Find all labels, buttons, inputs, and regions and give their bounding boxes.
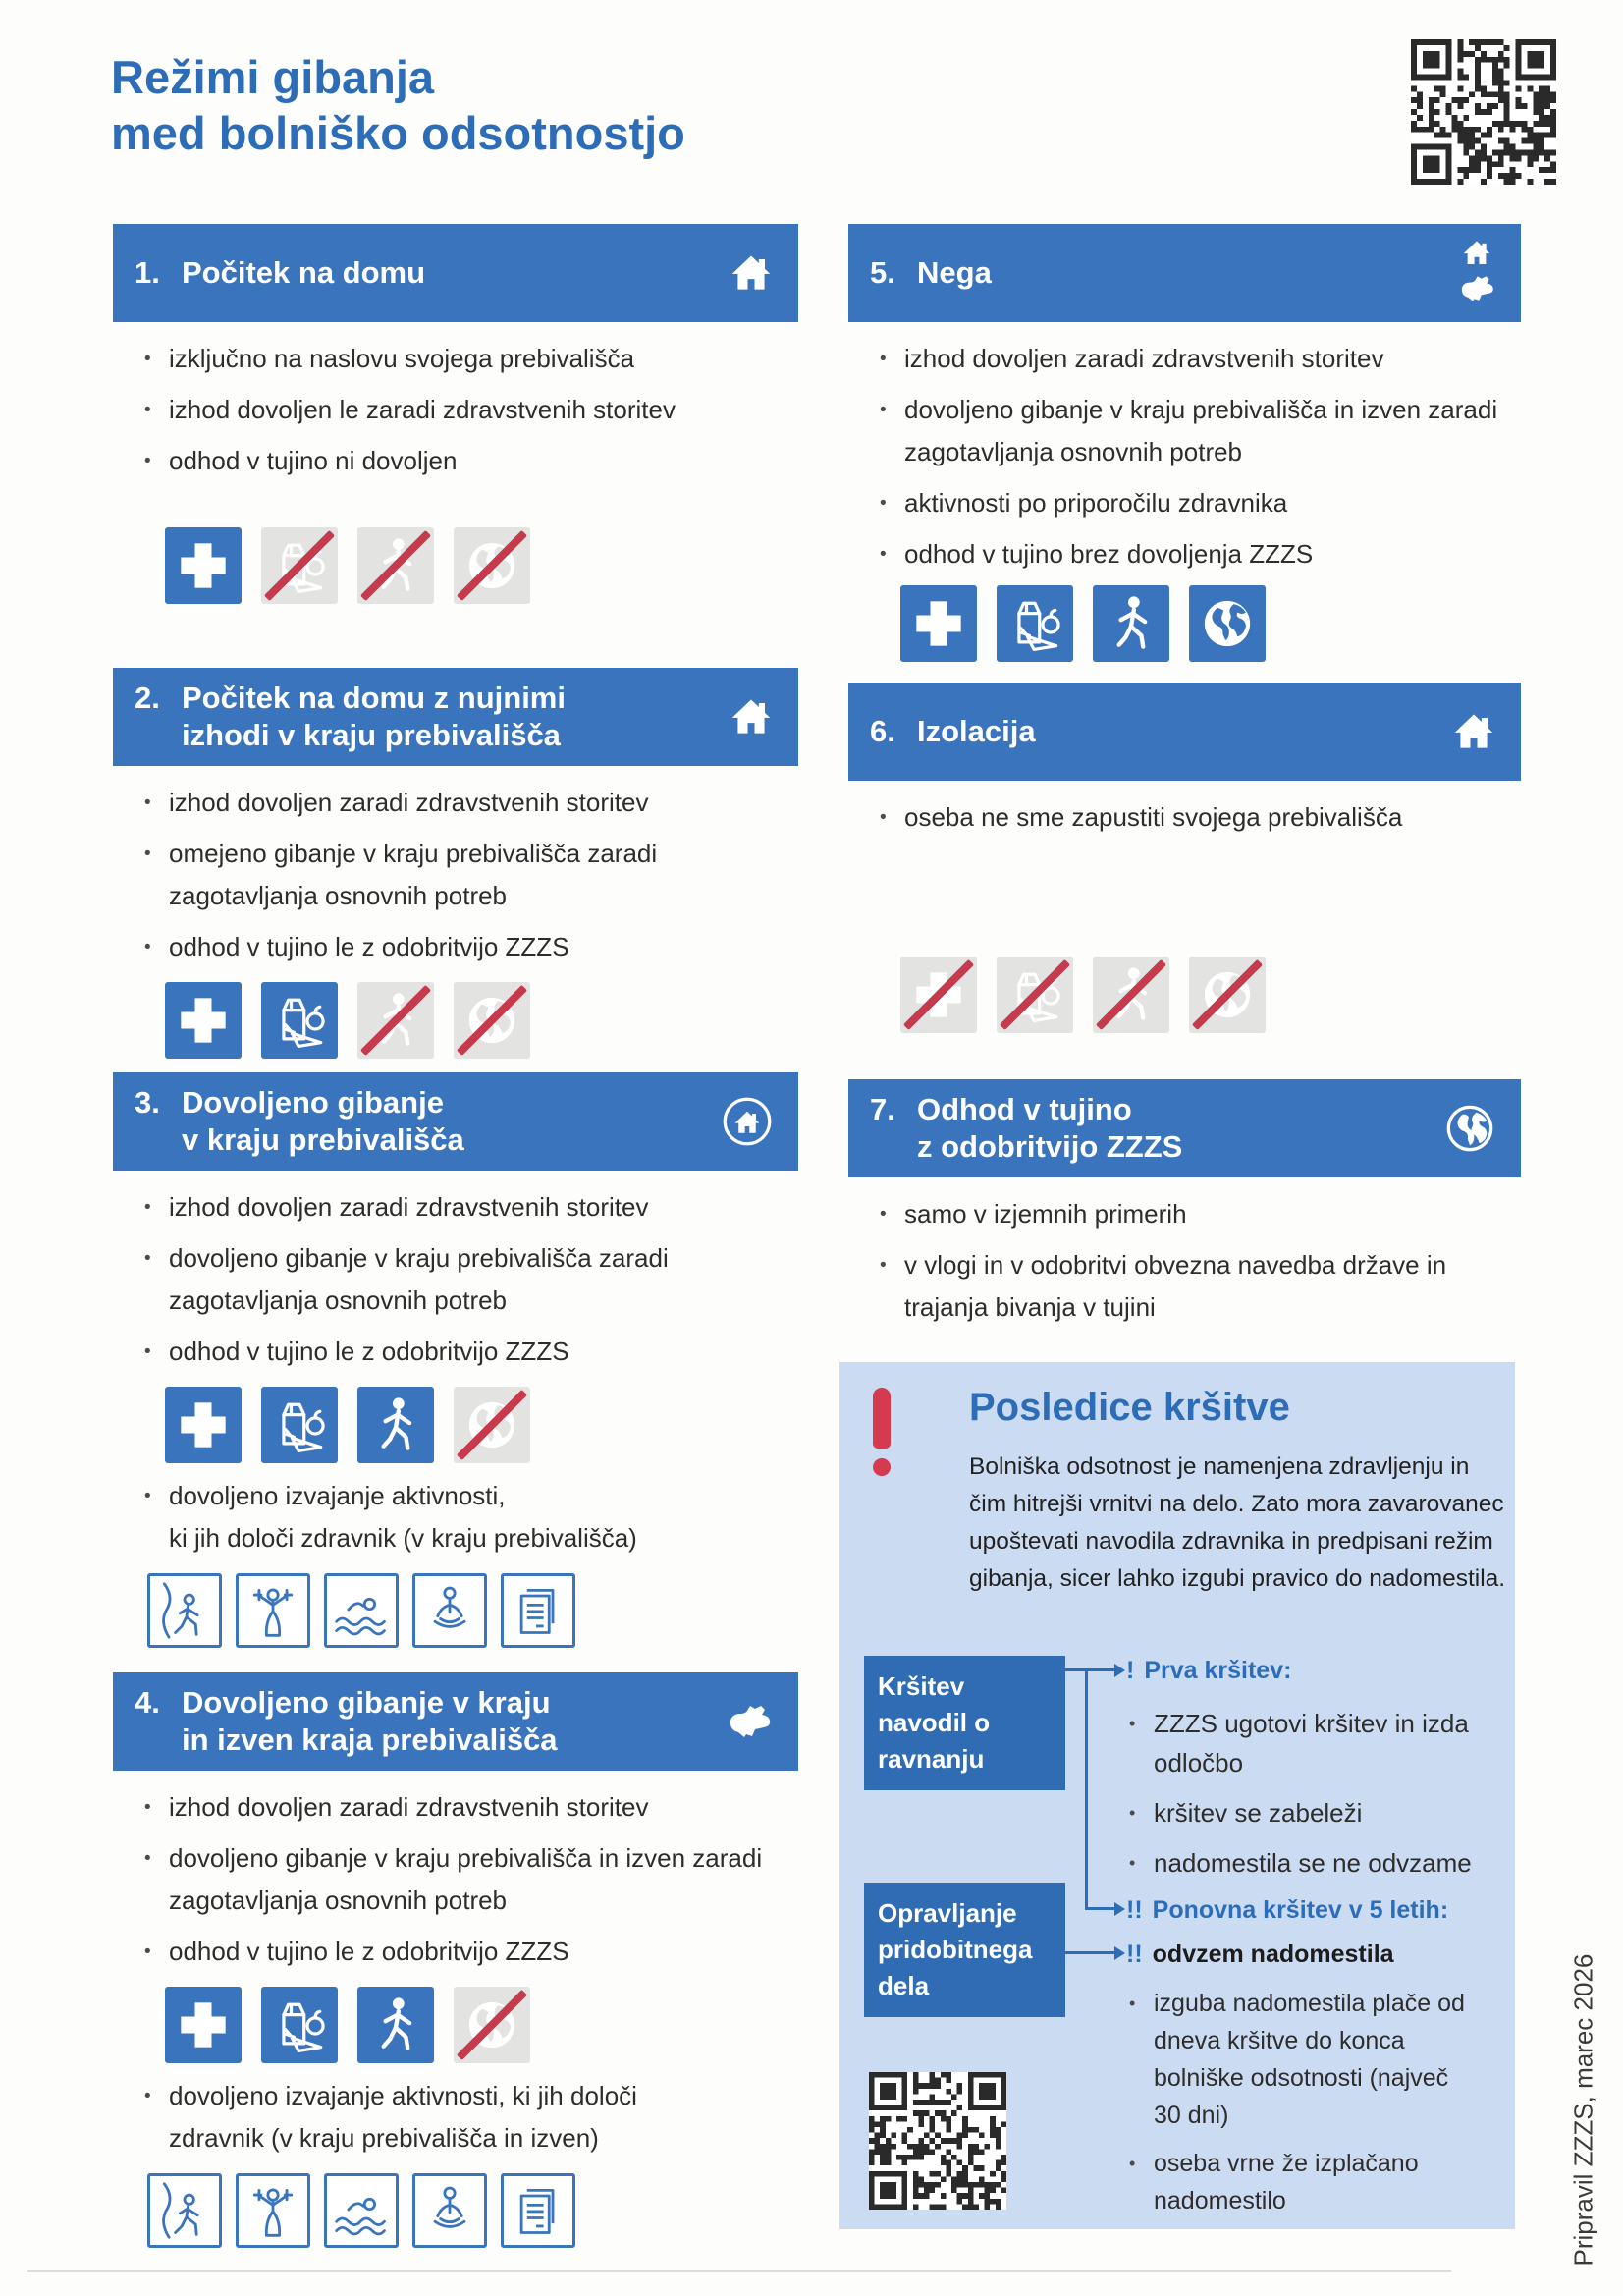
section-nega — [848, 224, 1521, 662]
activity-icon-row — [147, 2173, 798, 2248]
yoga-icon — [412, 1573, 487, 1648]
arrow-head-icon — [1114, 1902, 1125, 1916]
bullet-list — [142, 782, 798, 968]
globe-icon — [454, 982, 530, 1059]
bullet-item: • dovoljeno gibanje v kraju prebivališča zaradi zagotavljanja osnovnih potreb — [142, 1237, 778, 1322]
section-odhod-v-tujino — [848, 1079, 1521, 1338]
pictogram-row — [165, 527, 798, 604]
bullet-item: • izhod dovoljen zaradi zdravstvenih storitev — [142, 1186, 778, 1229]
extra-bullet-list — [142, 2075, 798, 2159]
bullet-item: • omejeno gibanje v kraju prebivališča zaradi zagotavljanja osnovnih potreb — [142, 833, 778, 917]
credit-text: Pripravil ZZZS, marec 2026 — [1568, 1953, 1598, 2267]
connector-line — [1085, 1668, 1088, 1910]
section-header — [113, 224, 798, 322]
extra-bullet-list — [142, 1475, 798, 1559]
walking-person-icon — [1093, 585, 1169, 662]
section-title: Dovoljeno gibanje v kraju in izven kraja prebivališča — [182, 1685, 558, 1757]
connector-line — [1087, 1907, 1114, 1910]
bullet-item: • odhod v tujino brez dovoljenja ZZZS — [878, 533, 1513, 575]
documents-icon — [501, 1573, 575, 1648]
section-title: Izolacija — [917, 714, 1036, 748]
section-gibanje-v-kraju — [113, 1072, 798, 1648]
withdraw-heading: !! odvzem nadomestila — [1126, 1941, 1394, 1968]
bullet-item: • dovoljeno gibanje v kraju prebivališča in izven zaradi zagotavljanja osnovnih potreb — [878, 389, 1513, 473]
medical-cross-icon — [165, 1387, 242, 1463]
house-circle-icon — [722, 1096, 773, 1147]
bullet-item: • v vlogi in v odobritvi obvezna navedba države in trajanja bivanja v tujini — [878, 1244, 1508, 1329]
double-exclamation-marker: !! — [1126, 1896, 1143, 1924]
medical-cross-icon — [900, 585, 977, 662]
bullet-item: • ZZZS ugotovi kršitev in izda odločbo — [1126, 1704, 1488, 1782]
swimming-icon — [324, 2173, 399, 2248]
section-header — [848, 224, 1521, 322]
pictogram-row — [165, 1387, 798, 1463]
qr-code — [869, 2072, 1006, 2210]
arrow-head-icon — [1114, 1946, 1125, 1960]
bullet-list — [142, 1186, 798, 1373]
pictogram-row — [165, 1987, 798, 2063]
weight-lifting-icon — [236, 2173, 310, 2248]
groceries-icon — [261, 1387, 338, 1463]
pictogram-row — [900, 585, 1521, 662]
bullet-item: • izključno na naslovu svojega prebivališča — [142, 338, 778, 380]
bullet-item: • kršitev se zabeleži — [1126, 1793, 1488, 1832]
walking-person-icon — [1093, 957, 1169, 1033]
page-title — [111, 49, 685, 161]
medical-cross-icon — [165, 982, 242, 1059]
paid-work-box: Opravljanje pridobitnega dela — [864, 1883, 1065, 2017]
section-title: Dovoljeno gibanje v kraju prebivališča — [182, 1085, 464, 1157]
house-icon — [1462, 239, 1491, 267]
house-icon — [730, 252, 773, 294]
page-title-line2: med bolniško odsotnostjo — [111, 107, 685, 159]
globe-icon — [454, 1987, 530, 2063]
bullet-item: • izguba nadomestila plače od dneva kršitve do konca bolniške odsotnosti (največ 30 dni) — [1126, 1985, 1472, 2134]
section-number: 7. — [870, 1092, 895, 1126]
walking-person-icon — [357, 1987, 434, 2063]
bullet-item: • oseba vrne že izplačano nadomestilo — [1126, 2145, 1472, 2219]
activity-icon-row — [147, 1573, 798, 1648]
consequences-title: Posledice kršitve — [969, 1386, 1290, 1429]
consequences-body: Bolniška odsotnost je namenjena zdravljenju in čim hitrejši vrnitvi na delo. Zato mora zavarovanec upoštevati navodila zdravnika in predpisani režim gibanja, sicer lahko izgubi pravico do nadomestila. — [969, 1453, 1506, 1592]
page-bottom-divider — [27, 2270, 1451, 2272]
bullet-item: • izhod dovoljen zaradi zdravstvenih storitev — [878, 338, 1513, 380]
section-title: Odhod v tujino z odobritvijo ZZZS — [917, 1092, 1183, 1164]
bullet-item: • odhod v tujino le z odobritvijo ZZZS — [142, 926, 778, 968]
globe-icon — [454, 1387, 530, 1463]
exclamation-marker: ! — [1126, 1657, 1135, 1684]
pictogram-row — [900, 957, 1521, 1033]
slovenia-map-icon — [726, 1698, 773, 1745]
repeat-violation-heading: !! Ponovna kršitev v 5 letih: — [1126, 1896, 1449, 1924]
section-header — [848, 1079, 1521, 1177]
walking-person-icon — [357, 1387, 434, 1463]
exclamation-icon — [873, 1388, 891, 1476]
connector-line — [1087, 1668, 1114, 1671]
globe-icon — [1189, 585, 1266, 662]
hiking-icon — [147, 2173, 222, 2248]
bullet-item: • dovoljeno gibanje v kraju prebivališča in izven zaradi zagotavljanja osnovnih potreb — [142, 1837, 778, 1922]
globe-circle-icon — [1444, 1103, 1495, 1154]
bullet-item: • izhod dovoljen zaradi zdravstvenih storitev — [142, 1786, 778, 1829]
section-number: 1. — [135, 255, 160, 290]
bullet-item: • dovoljeno izvajanje aktivnosti, ki jih določi zdravnik (v kraju prebivališča) — [142, 1475, 778, 1559]
walking-person-icon — [357, 527, 434, 604]
medical-cross-icon — [900, 957, 977, 1033]
section-number: 4. — [135, 1685, 160, 1720]
section-header — [848, 683, 1521, 781]
connector-line — [1065, 1668, 1087, 1671]
bullet-list — [878, 338, 1521, 575]
section-pocitek-na-domu — [113, 224, 798, 604]
documents-icon — [501, 2173, 575, 2248]
walking-person-icon — [357, 982, 434, 1059]
groceries-icon — [261, 982, 338, 1059]
yoga-icon — [412, 2173, 487, 2248]
first-violation-list — [1126, 1704, 1488, 1893]
first-violation-heading: ! Prva kršitev: — [1126, 1657, 1292, 1684]
arrow-head-icon — [1114, 1664, 1125, 1677]
section-number: 2. — [135, 681, 160, 715]
swimming-icon — [324, 1573, 399, 1648]
connector-line — [1065, 1951, 1114, 1954]
bullet-item: • izhod dovoljen zaradi zdravstvenih storitev — [142, 782, 778, 824]
section-header — [113, 1672, 798, 1771]
house-icon — [730, 696, 773, 738]
violation-box: Kršitev navodil o ravnanju — [864, 1656, 1065, 1790]
section-title: Nega — [917, 255, 992, 290]
bullet-item: • odhod v tujino ni dovoljen — [142, 440, 778, 482]
bullet-item: • nadomestila se ne odvzame — [1126, 1843, 1488, 1883]
bullet-item: • dovoljeno izvajanje aktivnosti, ki jih določi zdravnik (v kraju prebivališča in izven) — [142, 2075, 778, 2159]
pictogram-row — [165, 982, 798, 1059]
hiking-icon — [147, 1573, 222, 1648]
bullet-item: • aktivnosti po priporočilu zdravnika — [878, 482, 1513, 524]
bullet-list — [142, 1786, 798, 1973]
bullet-item: • izhod dovoljen le zaradi zdravstvenih storitev — [142, 389, 778, 431]
section-header — [113, 1072, 798, 1171]
double-exclamation-marker: !! — [1126, 1941, 1143, 1968]
section-izolacija — [848, 683, 1521, 1033]
house-icon — [1452, 711, 1495, 752]
section-gibanje-v-kraju-in-izven — [113, 1672, 798, 2248]
globe-icon — [1189, 957, 1266, 1033]
bullet-item: • oseba ne sme zapustiti svojega prebivališča — [878, 796, 1513, 839]
medical-cross-icon — [165, 1987, 242, 2063]
groceries-icon — [997, 957, 1073, 1033]
section-pocitek-z-izhodi — [113, 668, 798, 1059]
bullet-list — [142, 338, 798, 482]
repeat-violation-list — [1126, 1985, 1472, 2230]
bullet-list — [878, 1193, 1521, 1329]
medical-cross-icon — [165, 527, 242, 604]
weight-lifting-icon — [236, 1573, 310, 1648]
bullet-item: • odhod v tujino le z odobritvijo ZZZS — [142, 1931, 778, 1973]
section-number: 3. — [135, 1085, 160, 1120]
section-header — [113, 668, 798, 766]
section-number: 5. — [870, 255, 895, 290]
page-title-line1: Režimi gibanja — [111, 51, 435, 103]
groceries-icon — [261, 527, 338, 604]
house-and-slovenia-map-icon — [1458, 239, 1495, 307]
section-number: 6. — [870, 714, 895, 748]
globe-icon — [454, 527, 530, 604]
groceries-icon — [261, 1987, 338, 2063]
section-title: Počitek na domu z nujnimi izhodi v kraju prebivališča — [182, 681, 566, 752]
bullet-list — [878, 796, 1521, 839]
qr-code — [1411, 39, 1556, 185]
bullet-item: • samo v izjemnih primerih — [878, 1193, 1513, 1235]
bullet-item: • odhod v tujino le z odobritvijo ZZZS — [142, 1331, 778, 1373]
section-title: Počitek na domu — [182, 255, 426, 290]
slovenia-map-icon — [1458, 270, 1495, 307]
groceries-icon — [997, 585, 1073, 662]
